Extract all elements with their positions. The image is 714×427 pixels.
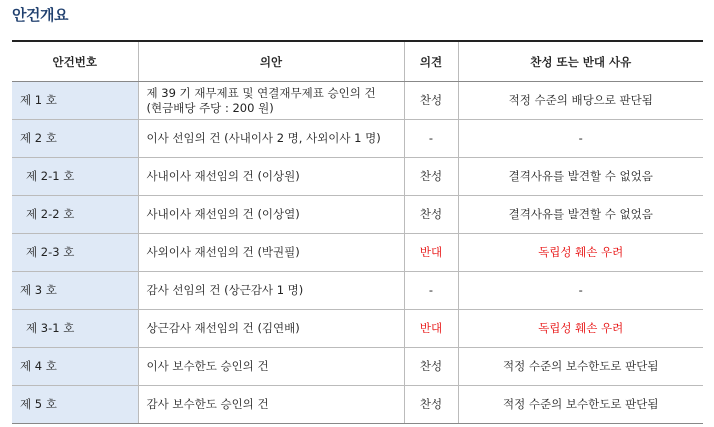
proposal: 감사 선임의 건 (상근감사 1 명): [138, 272, 404, 310]
agenda-no: 제 3 호: [12, 272, 138, 310]
opinion: -: [404, 272, 458, 310]
table-row: [12, 158, 703, 196]
proposal: 상근감사 재선임의 건 (김연배): [138, 310, 404, 348]
agenda-no: 제 2 호: [12, 120, 138, 158]
table-header-row: [12, 41, 703, 82]
agenda-no: 제 3-1 호: [12, 310, 138, 348]
opinion: -: [404, 120, 458, 158]
table-row: [12, 234, 703, 272]
agenda-no: 제 4 호: [12, 348, 138, 386]
opinion: 찬성: [404, 386, 458, 424]
reason: 적정 수준의 보수한도로 판단됨: [458, 386, 703, 424]
proposal: 이사 보수한도 승인의 건: [138, 348, 404, 386]
proposal: 감사 보수한도 승인의 건: [138, 386, 404, 424]
table-row: [12, 196, 703, 234]
opinion: 반대: [404, 234, 458, 272]
proposal: 사내이사 재선임의 건 (이상열): [138, 196, 404, 234]
reason: 독립성 훼손 우려: [458, 310, 703, 348]
reason: 독립성 훼손 우려: [458, 234, 703, 272]
table-row: [12, 120, 703, 158]
agenda-no: 제 1 호: [12, 82, 138, 120]
agenda-no: 제 2-2 호: [12, 196, 138, 234]
opinion: 찬성: [404, 82, 458, 120]
opinion: 찬성: [404, 196, 458, 234]
proposal: 사내이사 재선임의 건 (이상원): [138, 158, 404, 196]
agenda-no: 제 2-3 호: [12, 234, 138, 272]
opinion: 반대: [404, 310, 458, 348]
proposal-line: 제 39 기 재무제표 및 연결재무제표 승인의 건: [146, 85, 376, 100]
proposal: 사외이사 재선임의 건 (박권필): [138, 234, 404, 272]
header-agenda-no: 안건번호: [12, 41, 138, 82]
agenda-no: 제 5 호: [12, 386, 138, 424]
proposal: [138, 82, 404, 120]
opinion: 찬성: [404, 348, 458, 386]
table-row: [12, 272, 703, 310]
header-proposal: 의안: [138, 41, 404, 82]
reason: 적정 수준의 보수한도로 판단됨: [458, 348, 703, 386]
header-reason: 찬성 또는 반대 사유: [458, 41, 703, 82]
agenda-table: [12, 40, 703, 424]
header-opinion: 의견: [404, 41, 458, 82]
reason: -: [458, 272, 703, 310]
page-title: 안건개요: [12, 6, 68, 24]
table-row: [12, 348, 703, 386]
reason: 적정 수준의 배당으로 판단됨: [458, 82, 703, 120]
proposal-line: (현금배당 주당 : 200 원): [146, 100, 274, 115]
agenda-no: 제 2-1 호: [12, 158, 138, 196]
table-row: [12, 310, 703, 348]
opinion: 찬성: [404, 158, 458, 196]
proposal: 이사 선임의 건 (사내이사 2 명, 사외이사 1 명): [138, 120, 404, 158]
reason: 결격사유를 발견할 수 없었음: [458, 158, 703, 196]
reason: -: [458, 120, 703, 158]
reason: 결격사유를 발견할 수 없었음: [458, 196, 703, 234]
table-row: [12, 82, 703, 120]
table-row: [12, 386, 703, 424]
